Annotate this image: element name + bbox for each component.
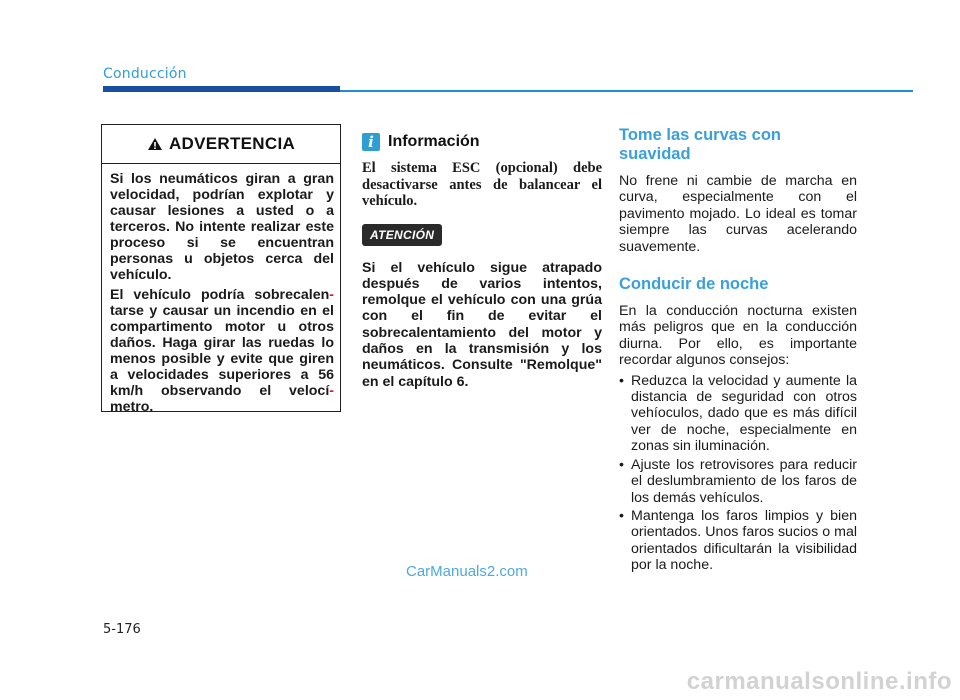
warning-paragraph-1: Si los neumáticos giran a gran velocidad, podrían explotar y causar lesiones a usted o a terceros. No intente realizar este proceso si se encuentran personas u objetos cerca del vehículo. xyxy=(110,171,334,283)
list-item-text: Ajuste los retrovisores para reducir el deslumbramiento de los faros de los demás vehículos. xyxy=(631,456,857,506)
page-number: 5-176 xyxy=(103,622,141,637)
list-item-text: Mantenga los faros limpios y bien orientados. Unos faros sucios o mal orientados dificultarán la visibilidad por la noche. xyxy=(631,507,857,574)
curves-text: No frene ni cambie de marcha en curva, especialmente con el pavimento mojado. Lo ideal es tomar siempre las curvas acelerando suavemente. xyxy=(619,173,857,255)
night-tips-list xyxy=(619,373,857,574)
list-item-text: Reduzca la velocidad y aumente la distancia de seguridad con otros vehíoculos, dado que es más difícil ver de noche, especialmente en zonas sin iluminación. xyxy=(631,372,857,455)
night-heading: Conducir de noche xyxy=(619,275,769,294)
warning-box xyxy=(101,124,341,415)
bullet-icon: • xyxy=(619,372,624,389)
footer-watermark: carmanualsonline.info xyxy=(686,668,952,695)
curves-heading: Tome las curvas con suavidad xyxy=(619,126,782,163)
list-item xyxy=(619,457,857,506)
warning-text-part1: El vehículo podría sobrecalen xyxy=(110,287,330,303)
info-section xyxy=(362,133,602,390)
warning-paragraph-2 xyxy=(110,287,334,415)
info-text: El sistema ESC (opcional) debe desactivarse antes de balancear el vehículo. xyxy=(362,160,602,209)
list-item xyxy=(619,373,857,455)
warning-text-part3: metro. xyxy=(110,399,154,415)
right-column xyxy=(619,126,857,576)
info-header xyxy=(362,133,602,151)
section-title: Conducción xyxy=(103,66,187,82)
warning-body xyxy=(102,164,340,415)
info-title: Información xyxy=(388,133,480,150)
header-bar-dark xyxy=(103,86,340,92)
watermark-link[interactable]: CarManuals2.com xyxy=(406,563,528,580)
warning-header xyxy=(102,125,340,163)
header-bar-light xyxy=(340,90,913,92)
night-intro: En la conducción nocturna existen más peligros que en la conducción diurna. Por ello, es importante recordar algunos consejos: xyxy=(619,303,857,369)
info-icon: i xyxy=(362,133,380,151)
attention-badge: ATENCIÓN xyxy=(362,224,442,246)
warning-triangle-icon xyxy=(147,137,163,151)
list-item xyxy=(619,508,857,574)
warning-title: ADVERTENCIA xyxy=(168,134,296,153)
hyphen-mark: - xyxy=(329,383,334,399)
hyphen-mark: - xyxy=(329,287,334,303)
warning-text-part2: tarse y causar un incendio en el compartimento motor u otros daños. Haga girar las ruedas lo menos posible y evite que giren a velocidades superiores a 56 km/h observando el velocí xyxy=(110,303,334,399)
bullet-icon: • xyxy=(619,507,624,524)
attention-text: Si el vehículo sigue atrapado después de varios intentos, remolque el vehículo con una grúa con el fin de evitar el sobrecalentamiento del motor y daños en la transmisión y los neumáticos. Consulte "Remolque" en el capítulo 6. xyxy=(362,259,602,390)
bullet-icon: • xyxy=(619,456,624,473)
